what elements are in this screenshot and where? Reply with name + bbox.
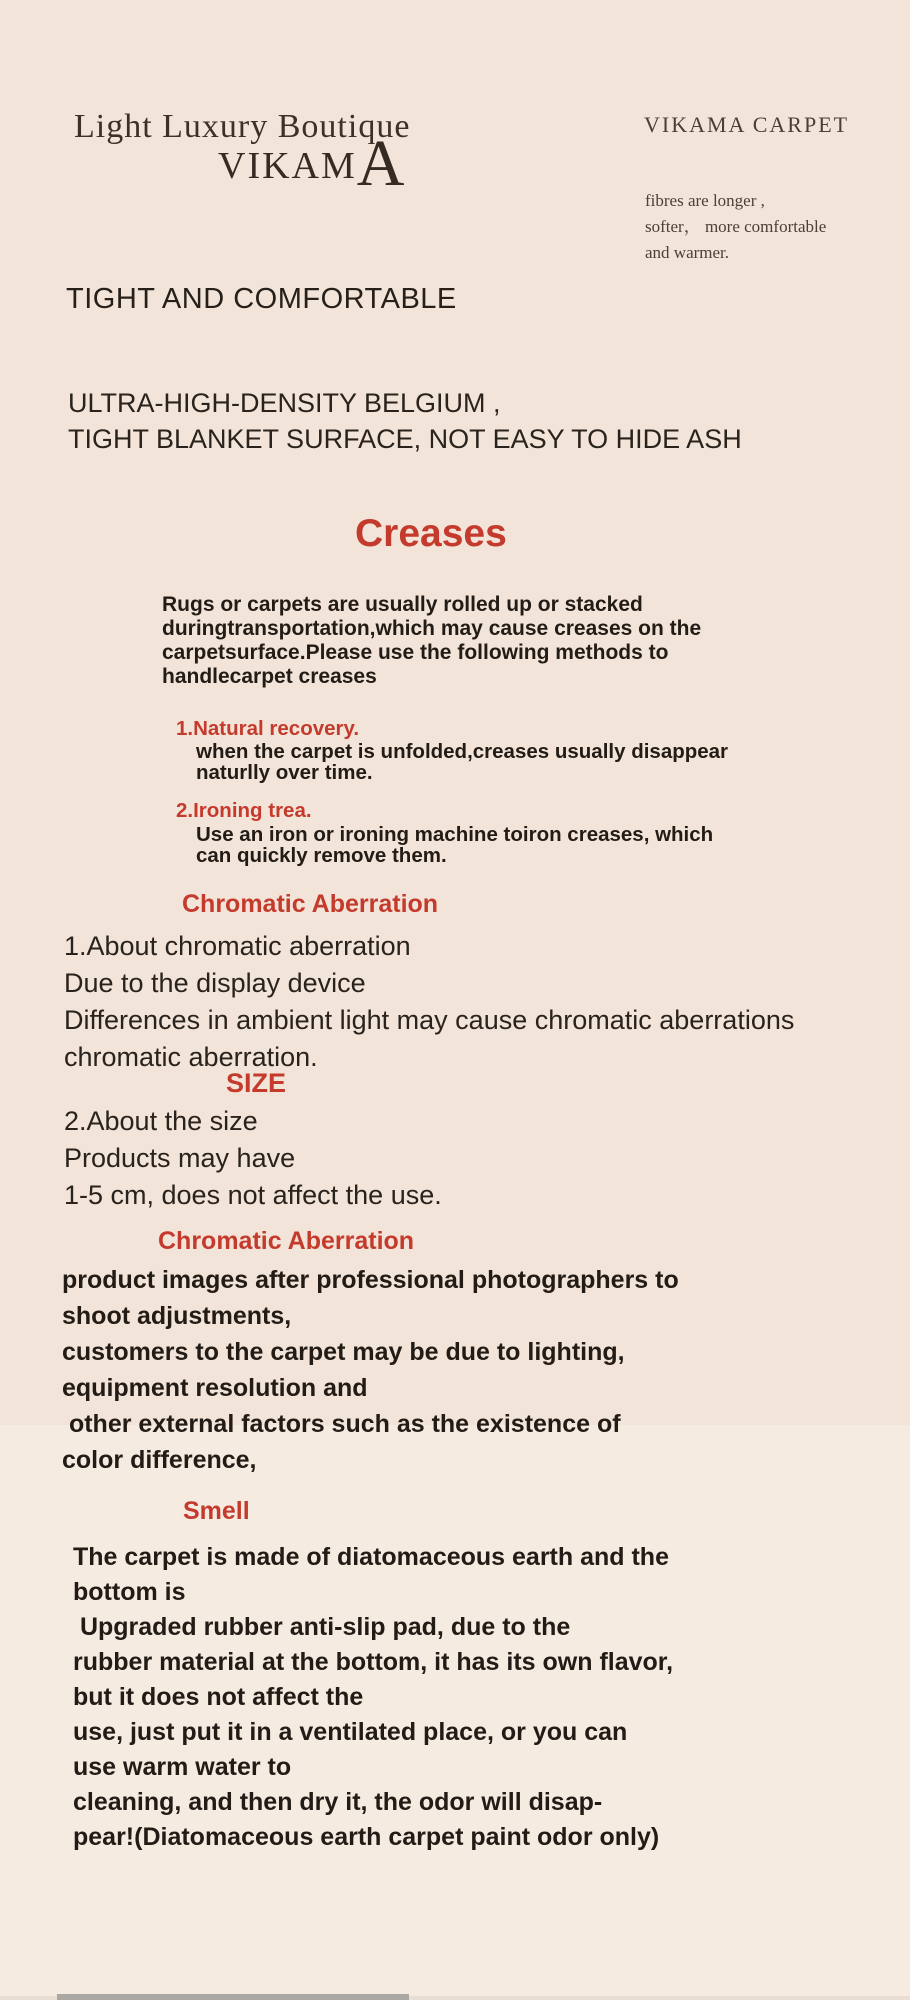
chromatic1-paragraph [64,928,864,1076]
paragraph-line: Due to the display device [64,968,366,998]
brand-slogan: Light Luxury Boutique [74,108,411,145]
creases-intro-paragraph [162,593,702,689]
paragraph-line: other external factors such as the existence of [62,1410,621,1438]
paragraph-line: Products may have [64,1143,296,1173]
chromatic1-section-title: Chromatic Aberration [182,890,439,918]
paragraph-line: 1-5 cm, does not affect the use. [64,1180,442,1210]
creases-item1-text [196,741,796,783]
paragraph-line: chromatic aberration. [64,1042,318,1072]
paragraph-line: naturlly over time. [196,761,373,784]
paragraph-line: rubber material at the bottom, it has its own flavor, [73,1648,674,1676]
paragraph-line: Rugs or carpets are usually rolled up or stacked [162,593,643,616]
paragraph-line: 2.About the size [64,1106,258,1136]
creases-item2-text [196,824,796,866]
next-image-edge-bar [57,1994,409,2000]
chromatic2-section-title: Chromatic Aberration [158,1227,415,1255]
paragraph-line: use, just put it in a ventilated place, or you can [73,1718,628,1746]
intro-subline: ULTRA-HIGH-DENSITY BELGIUM , [68,388,501,418]
paragraph-line: duringtransportation,which may cause creases on the [162,617,702,640]
creases-section-title: Creases [355,512,507,555]
paragraph-line: equipment resolution and [62,1374,368,1402]
tagline-line: and warmer. [645,243,730,262]
intro-sublines [68,385,742,457]
paragraph-line: customers to the carpet may be due to lighting, [62,1338,625,1366]
paragraph-line: but it does not affect the [73,1683,364,1711]
creases-item1-label: 1.Natural recovery. [176,717,360,740]
brand-logo [218,127,405,200]
chromatic2-paragraph [62,1262,782,1478]
paragraph-line: carpetsurface.Please use the following methods to [162,641,669,664]
paragraph-line: The carpet is made of diatomaceous earth and the [73,1543,669,1571]
paragraph-line: when the carpet is unfolded,creases usually disappear [196,740,729,763]
section-headline: TIGHT AND COMFORTABLE [66,283,457,315]
paragraph-line: Use an iron or ironing machine toiron creases, which [196,823,714,846]
brand-logo-word: VIKAM [218,145,357,187]
paragraph-line: pear!(Diatomaceous earth carpet paint odor only) [73,1823,660,1851]
paragraph-line: 1.About chromatic aberration [64,931,411,961]
creases-item2-label: 2.Ironing trea. [176,799,312,822]
paragraph-line: Upgraded rubber anti-slip pad, due to the [73,1613,571,1641]
brand-tagline [645,188,885,266]
paragraph-line: Differences in ambient light may cause chromatic aberrations [64,1005,795,1035]
smell-section-title: Smell [183,1497,250,1525]
smell-paragraph [73,1540,803,1855]
tagline-line: fibres are longer , [645,191,765,210]
paragraph-line: cleaning, and then dry it, the odor will disap- [73,1788,603,1816]
paragraph-line: bottom is [73,1578,186,1606]
tagline-line: softer， more comfortable [645,217,827,236]
brand-logo-big-letter: A [356,127,405,200]
size-section-title: SIZE [226,1068,287,1098]
intro-subline: TIGHT BLANKET SURFACE, NOT EASY TO HIDE ASH [68,424,742,454]
paragraph-line: product images after professional photographers to [62,1266,679,1294]
paragraph-line: handlecarpet creases [162,665,377,688]
paragraph-line: color difference, [62,1446,257,1474]
paragraph-line: can quickly remove them. [196,844,447,867]
paragraph-line: shoot adjustments, [62,1302,292,1330]
size-paragraph [64,1103,764,1214]
brand-title-right: VIKAMA CARPET [644,112,850,137]
paragraph-line: use warm water to [73,1753,292,1781]
